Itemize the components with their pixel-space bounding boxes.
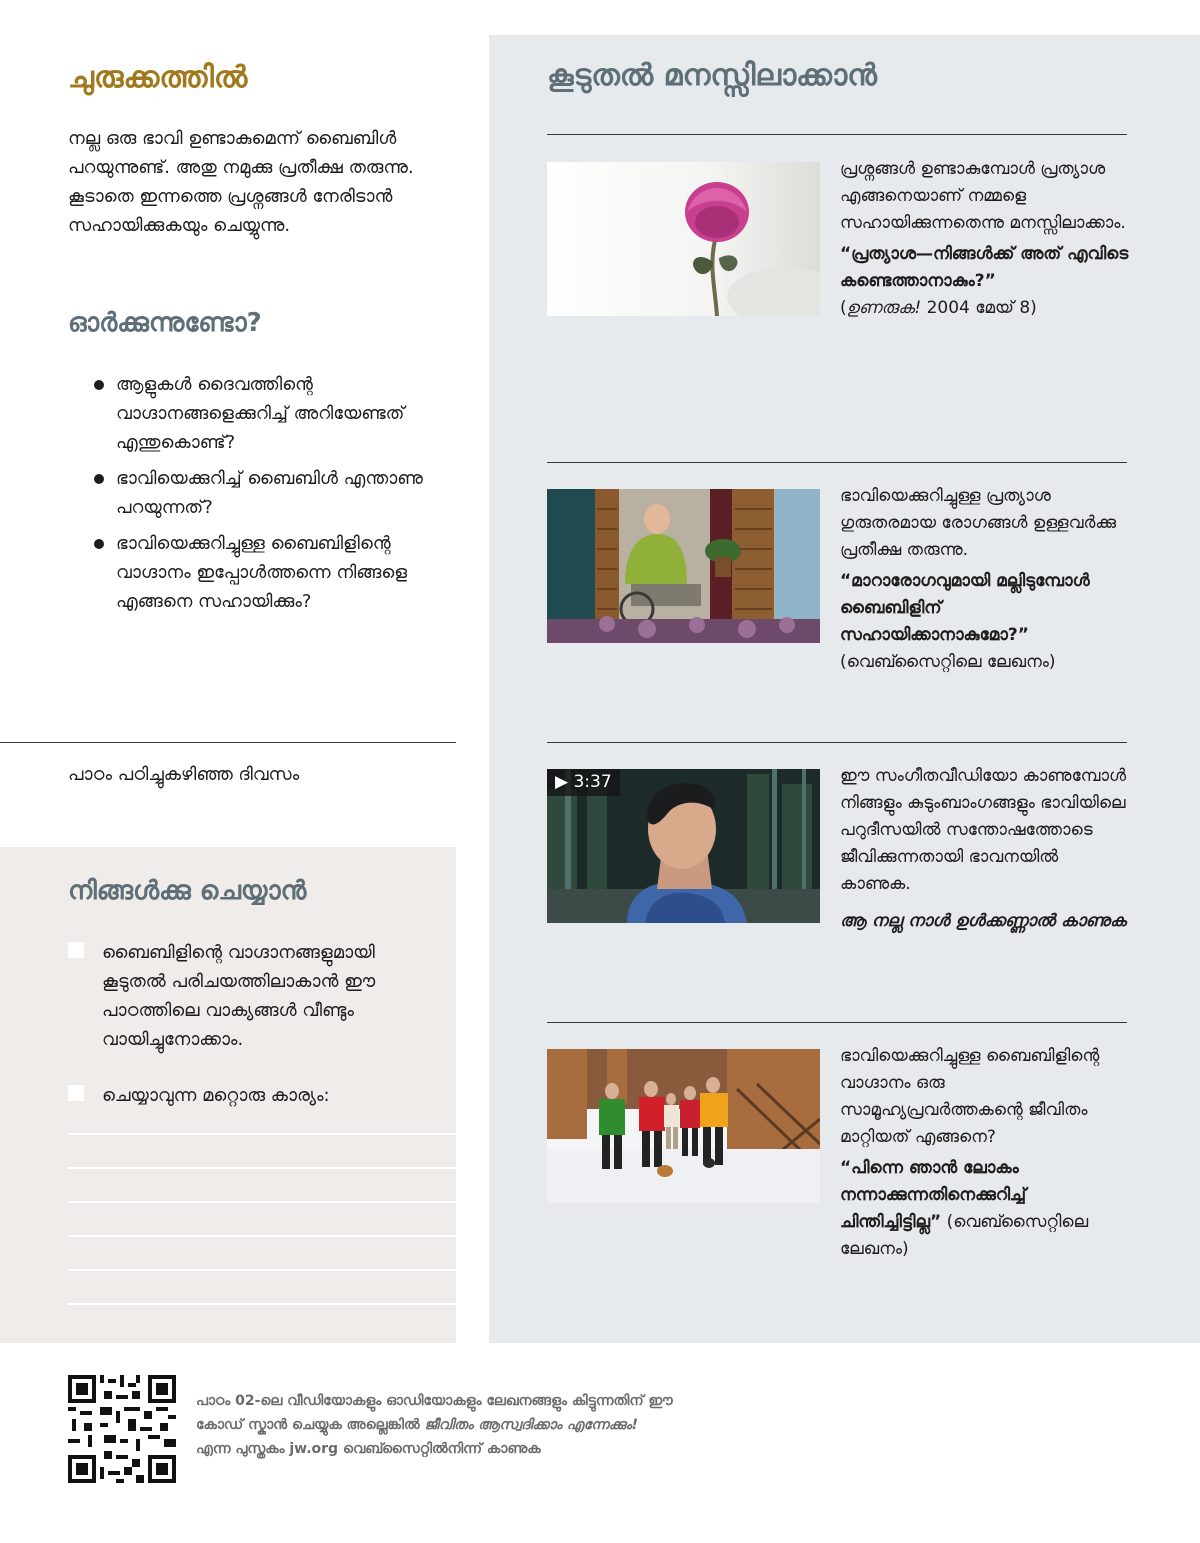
learn-more-title: കൂടുതൽ മനസ്സിലാക്കാൻ [547, 58, 877, 93]
video-link[interactable]: ആ നല്ല നാൾ ഉൾക്കണ്ണാൽ കാണുക [840, 911, 1127, 931]
card-description: ഈ സംഗീതവീഡിയോ കാണുമ്പോൾ നിങ്ങളും കുടുംബാംഗങ്ങളും ഭാവിയിലെ പറുദീസയിൽ സന്തോഷത്തോടെ ജീവിക്കുന്നതായി ഭാവനയിൽ കാണുക. [840, 766, 1127, 894]
remember-item-text: ഭാവിയെക്കുറിച്ചുള്ള ബൈബിളിന്റെ വാഗ്ദാനം ഇപ്പോൾത്തന്നെ നിങ്ങളെ എങ്ങനെ സഹായിക്കും? [116, 533, 408, 612]
card-description: ഭാവിയെക്കുറിച്ചുള്ള ബൈബിളിന്റെ വാഗ്ദാനം ഒരു സാമൂഹ്യപ്രവർത്തകന്റെ ജീവിതം മാറ്റിയത് എങ്ങനെ? [840, 1046, 1100, 1147]
card-link-line [840, 1155, 1130, 1263]
bullet-icon [94, 539, 104, 549]
remember-item-text: ഭാവിയെക്കുറിച്ച് ബൈബിൾ എന്താണു പറയുന്നത്? [116, 468, 423, 518]
man-in-wheelchair-photo[interactable] [547, 489, 820, 643]
checkbox[interactable] [68, 1085, 84, 1101]
write-in-line[interactable] [68, 1201, 456, 1203]
remember-item-text: ആളുകൾ ദൈവത്തിന്റെ വാഗ്ദാനങ്ങളെക്കുറിച്ച് അറിയേണ്ടത് എന്തുകൊണ്ട്? [116, 374, 405, 453]
todo-item [68, 1081, 438, 1110]
write-in-line[interactable] [68, 1303, 456, 1305]
pink-flower-photo[interactable] [547, 162, 820, 316]
divider [547, 134, 1127, 135]
divider [547, 1022, 1127, 1023]
write-in-line[interactable] [68, 1167, 456, 1169]
remember-item [94, 464, 424, 522]
family-walking-in-snow-photo[interactable] [547, 1049, 820, 1203]
date-completed-label: പാഠം പഠിച്ചുകഴിഞ്ഞ ദിവസം [68, 764, 300, 785]
bullet-icon [94, 380, 104, 390]
summary-title: ചുരുക്കത്തിൽ [68, 60, 248, 95]
card-description: ഭാവിയെക്കുറിച്ചുള്ള പ്രത്യാശ ഗുരുതരമായ രോഗങ്ങൾ ഉള്ളവർക്കു പ്രതീക്ഷ തരുന്നു. [840, 486, 1117, 560]
remember-title: ഓർക്കുന്നുണ്ടോ? [68, 308, 262, 338]
summary-text: നല്ല ഒരു ഭാവി ഉണ്ടാകുമെന്ന് ബൈബിൾ പറയുന്നുണ്ട്. അതു നമുക്കു പ്രതീക്ഷ തരുന്നു. കൂടാതെ ഇന്നത്തെ പ്രശ്നങ്ങൾ നേരിടാൻ സഹായിക്കുകയും ചെയ്യുന്നു. [68, 128, 414, 236]
man-looking-up-video-still[interactable] [547, 769, 820, 923]
todo-item-text: ചെയ്യാവുന്ന മറ്റൊരു കാര്യം: [102, 1085, 330, 1106]
article-link[interactable]: “മാറാരോഗവുമായി മല്ലിടുമ്പോൾ ബൈബിളിന് സഹായിക്കാനാകുമോ?” [840, 571, 1090, 645]
write-in-line[interactable] [68, 1235, 456, 1237]
video-duration-badge[interactable]: ▶ 3:37 [547, 769, 620, 796]
qr-code-icon[interactable] [68, 1375, 176, 1483]
remember-list [94, 370, 424, 623]
todo-item [68, 938, 438, 1054]
checkbox[interactable] [68, 942, 84, 958]
remember-item [94, 370, 424, 457]
footer-note: പാഠം 02-ലെ വീഡിയോകളും ഓഡിയോകളും ലേഖനങ്ങളും കിട്ടുന്നതിന് ഈ കോഡ് സ്കാൻ ചെയ്യുക അല്ലെങ്കിൽ ജീവിതം ആസ്വദിക്കാം എന്നേക്കും! എന്ന പുസ്തകം jw.org വെബ്സൈറ്റിൽനിന്ന് കാണുക [196, 1393, 673, 1457]
left-column [0, 0, 456, 1343]
bullet-icon [94, 474, 104, 484]
book-title: ജീവിതം ആസ്വദിക്കാം എന്നേക്കും! [424, 1417, 639, 1433]
card-source: (ഉണരുക! 2004 മേയ് 8) [840, 298, 1037, 318]
todo-item-text: ബൈബിളിന്റെ വാഗ്ദാനങ്ങളുമായി കൂടുതൽ പരിചയത്തിലാകാൻ ഈ പാഠത്തിലെ വാക്യങ്ങൾ വീണ്ടും വായിച്ചുനോക്കാം. [102, 942, 376, 1050]
article-link[interactable]: “പ്രത്യാശ—നിങ്ങൾക്ക് അത് എവിടെ കണ്ടെത്താനാകും?” [840, 244, 1129, 291]
date-divider [0, 742, 456, 743]
todo-title: നിങ്ങൾക്കു ചെയ്യാൻ [68, 876, 307, 906]
card-description: പ്രശ്നങ്ങൾ ഉണ്ടാകുമ്പോൾ പ്രത്യാശ എങ്ങനെയാണ് നമ്മളെ സഹായിക്കുന്നതെന്നു മനസ്സിലാക്കാം. [840, 159, 1126, 233]
article-link[interactable]: “പിന്നെ ഞാൻ ലോകം നന്നാക്കുന്നതിനെക്കുറിച്ച് ചിന്തിച്ചിട്ടില്ല” [840, 1158, 1027, 1232]
card-source: (വെബ്സൈറ്റിലെ ലേഖനം) [840, 652, 1056, 672]
learn-more-card [840, 156, 1130, 322]
write-in-line[interactable] [68, 1133, 456, 1135]
divider [547, 462, 1127, 463]
learn-more-card [840, 763, 1130, 935]
card-source: (വെബ്സൈറ്റിലെ ലേഖനം) [840, 1212, 1089, 1259]
divider [547, 742, 1127, 743]
write-in-line[interactable] [68, 1269, 456, 1271]
learn-more-card [840, 483, 1130, 676]
magazine-title: ഉണരുക! [846, 298, 922, 318]
remember-item [94, 529, 424, 616]
learn-more-card [840, 1043, 1130, 1263]
